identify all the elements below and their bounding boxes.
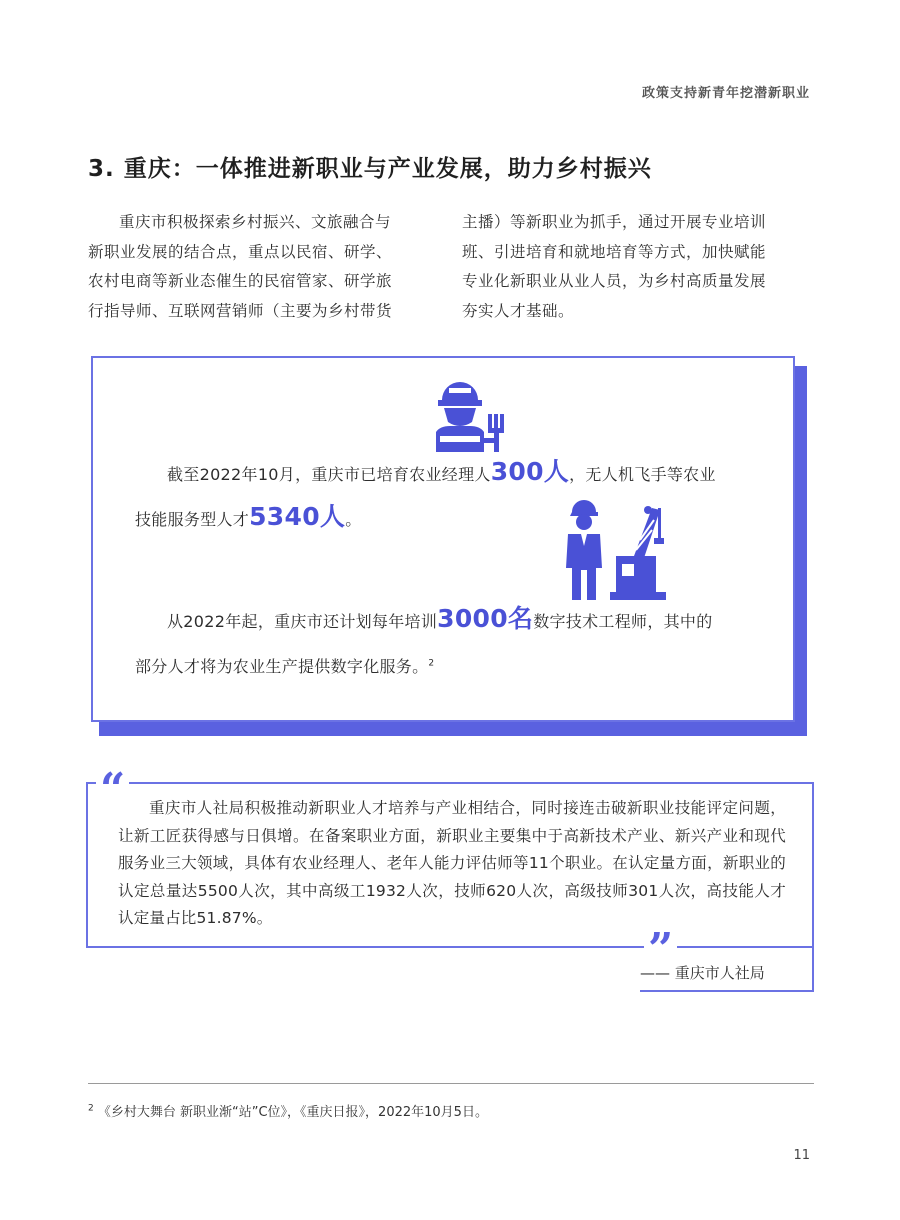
stat1-line2 <box>135 497 362 533</box>
intro-line: 夯实人才基础。 <box>462 301 575 320</box>
intro-line: 新职业发展的结合点，重点以民宿、研学、 <box>88 242 393 261</box>
stat2-line2 <box>135 654 434 677</box>
page-number: 11 <box>793 1148 810 1163</box>
open-quote-icon: “ <box>96 768 129 812</box>
intro-right-column <box>462 208 814 326</box>
stat1-line2-prefix: 技能服务型人才 <box>135 510 250 529</box>
intro-line: 班、引进培育和就地培育等方式，加快赋能 <box>462 242 767 261</box>
intro-line: 农村电商等新业态催生的民宿管家、研学旅 <box>88 272 393 290</box>
stat2-prefix: 从2022年起，重庆市还计划每年培训 <box>167 612 438 631</box>
footnote <box>88 1101 488 1120</box>
quote-source: —— 重庆市人社局 <box>640 964 765 982</box>
running-header: 政策支持新青年挖潜新职业 <box>641 86 810 101</box>
stat1-mid: ，无人机飞手等农业 <box>569 465 716 484</box>
stat2-line2-text: 部分人才将为农业生产提供数字化服务。 <box>135 657 429 676</box>
stat1-prefix: 截至2022年10月，重庆市已培育农业经理人 <box>167 465 491 484</box>
quote-text: 重庆市人社局积极推动新职业人才培养与产业相结合，同时接连击破新职业技能评定问题，让新工匠获得感与日俱增。在备案职业方面，新职业主要集中于高新技术产业、新兴产业和现代服务业三大领域，具体有农业经理人、老年人能力评估师等11个职业。在认定量方面，新职业的认定总量达5500人次，其中高级工1932人次，技师620人次，高级技师301人次，高技能人才认定量占比51.87%。 <box>118 799 786 927</box>
intro-line: 主播）等新职业为抓手，通过开展专业培训 <box>462 213 767 231</box>
stat2-big-number: 3000名 <box>437 604 534 633</box>
footnote-ref: 2 <box>428 658 435 669</box>
footnote-divider <box>88 1083 814 1084</box>
section-title: 3. 重庆：一体推进新职业与产业发展，助力乡村振兴 <box>88 156 652 182</box>
engineer-crane-icon <box>562 500 670 602</box>
stat2-suffix: 数字技术工程师，其中的 <box>533 612 713 631</box>
stat1-line1 <box>167 452 716 488</box>
stat1-big-number-2: 5340人 <box>249 502 346 531</box>
stat1-line2-suffix: 。 <box>345 510 362 529</box>
close-quote-icon: ” <box>644 928 677 972</box>
footnote-number: 2 <box>88 1103 94 1114</box>
stat2-line1 <box>167 599 713 635</box>
footnote-text: 《乡村大舞台 新职业渐“站”C位》，《重庆日报》，2022年10月5日。 <box>97 1105 488 1120</box>
intro-left-column <box>88 208 410 326</box>
stat1-big-number-1: 300人 <box>490 457 570 486</box>
farmer-icon <box>432 376 506 454</box>
intro-line: 行指导师、互联网营销师（主要为乡村带货 <box>88 301 393 320</box>
intro-line: 重庆市积极探索乡村振兴、文旅融合与 <box>119 213 392 231</box>
intro-line: 专业化新职业从业人员，为乡村高质量发展 <box>462 272 767 290</box>
